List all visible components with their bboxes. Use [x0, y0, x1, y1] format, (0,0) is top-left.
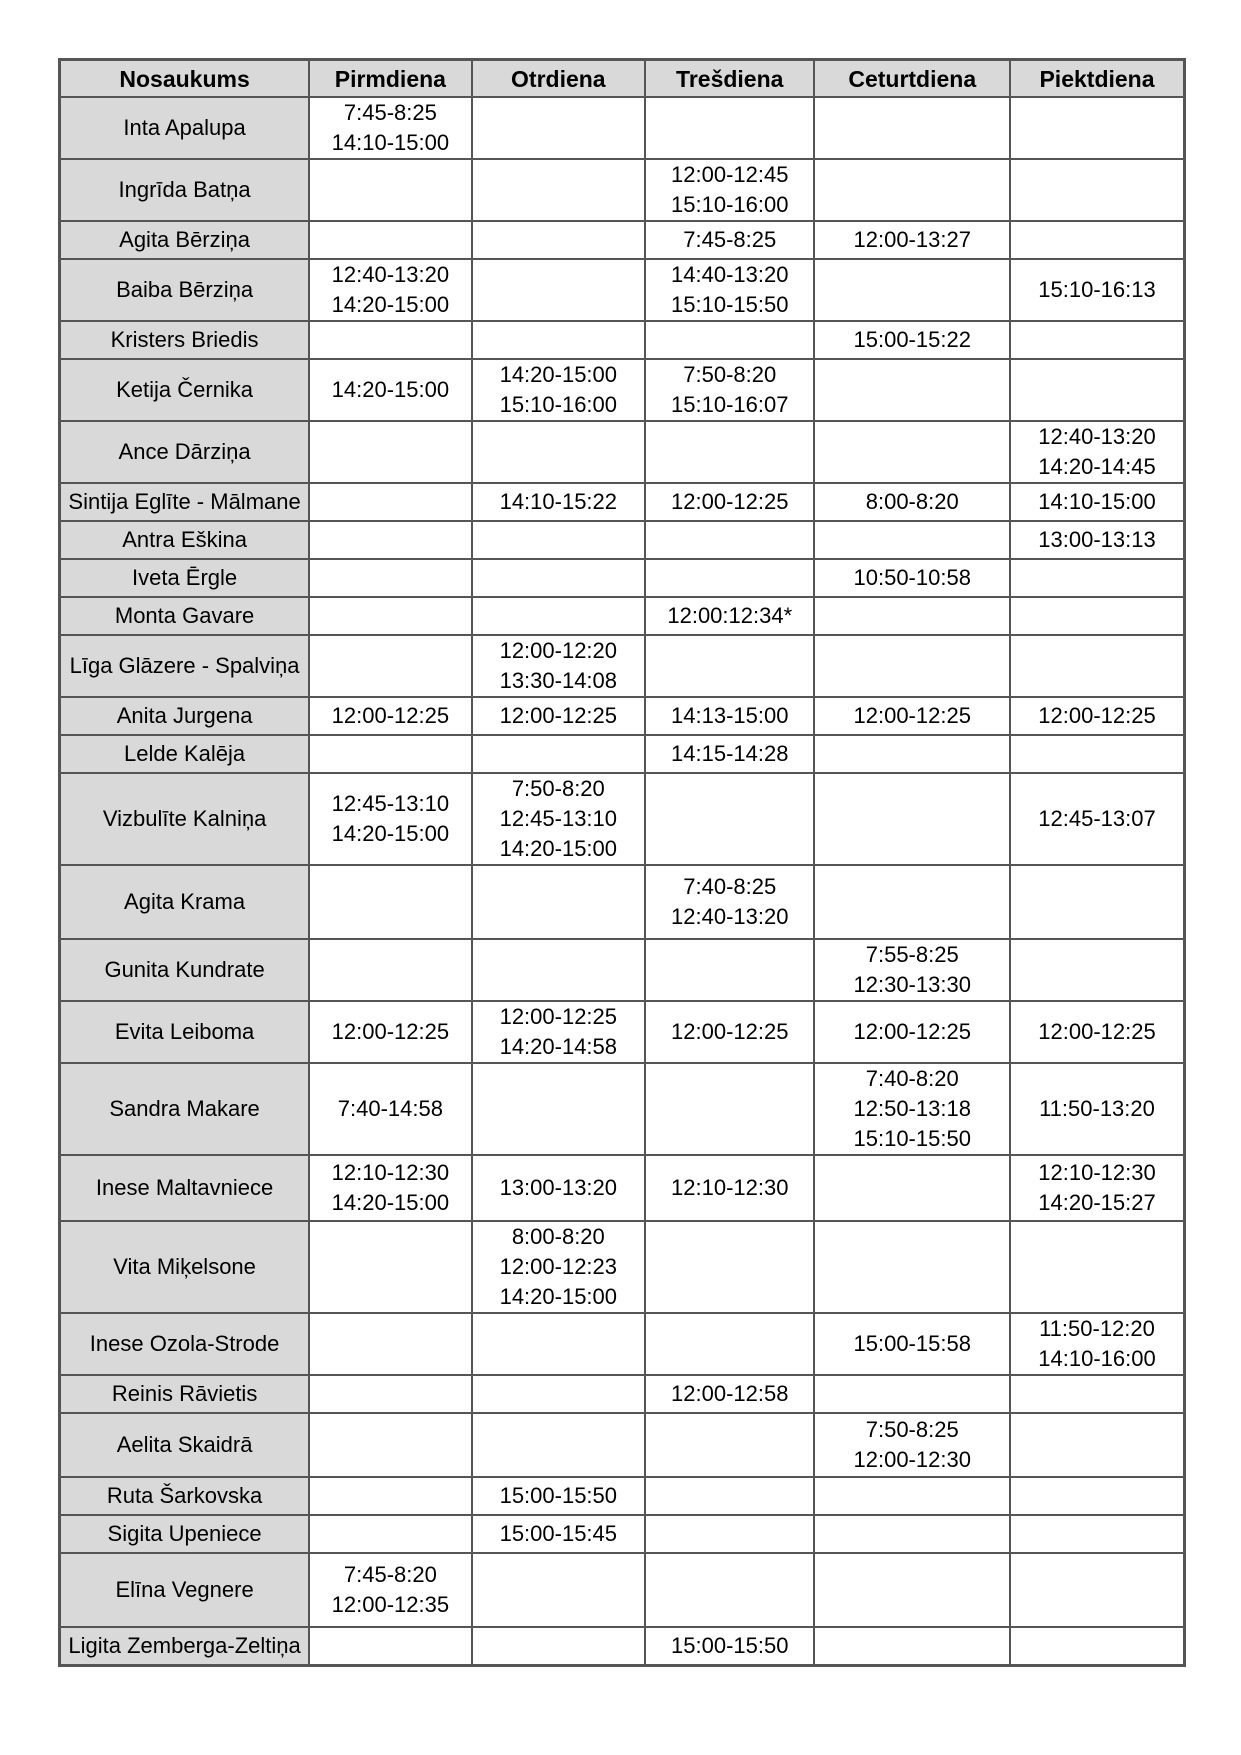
wednesday-time-cell: 12:00-12:25 — [645, 1001, 814, 1063]
tuesday-time-cell — [472, 559, 645, 597]
friday-time-cell — [1010, 597, 1185, 635]
thursday-time-cell: 12:00-12:25 — [814, 697, 1010, 735]
friday-time-cell — [1010, 97, 1185, 159]
teacher-name-cell: Līga Glāzere - Spalviņa — [60, 635, 310, 697]
monday-time-cell — [309, 421, 471, 483]
teacher-name-cell: Monta Gavare — [60, 597, 310, 635]
table-row — [60, 1001, 1185, 1063]
friday-time-cell — [1010, 159, 1185, 221]
thursday-time-cell: 12:00-13:27 — [814, 221, 1010, 259]
friday-time-cell: 13:00-13:13 — [1010, 521, 1185, 559]
wednesday-time-cell — [645, 635, 814, 697]
friday-time-cell — [1010, 321, 1185, 359]
teacher-name-cell: Ingrīda Batņa — [60, 159, 310, 221]
friday-time-cell — [1010, 865, 1185, 939]
table-row — [60, 97, 1185, 159]
thursday-time-cell — [814, 421, 1010, 483]
teacher-name-cell: Gunita Kundrate — [60, 939, 310, 1001]
monday-time-cell — [309, 1375, 471, 1413]
teacher-name-cell: Evita Leiboma — [60, 1001, 310, 1063]
tuesday-time-cell: 12:00-12:25 14:20-14:58 — [472, 1001, 645, 1063]
teacher-name-cell: Agita Bērziņa — [60, 221, 310, 259]
monday-time-cell — [309, 735, 471, 773]
thursday-time-cell — [814, 735, 1010, 773]
teacher-name-cell: Lelde Kalēja — [60, 735, 310, 773]
friday-time-cell: 12:00-12:25 — [1010, 697, 1185, 735]
header-thursday: Ceturtdiena — [814, 60, 1010, 98]
teacher-name-cell: Kristers Briedis — [60, 321, 310, 359]
wednesday-time-cell — [645, 1063, 814, 1155]
tuesday-time-cell — [472, 597, 645, 635]
schedule-body — [60, 97, 1185, 1665]
monday-time-cell — [309, 321, 471, 359]
monday-time-cell: 12:00-12:25 — [309, 1001, 471, 1063]
friday-time-cell: 11:50-12:20 14:10-16:00 — [1010, 1313, 1185, 1375]
tuesday-time-cell — [472, 865, 645, 939]
thursday-time-cell — [814, 597, 1010, 635]
monday-time-cell: 14:20-15:00 — [309, 359, 471, 421]
wednesday-time-cell — [645, 1221, 814, 1313]
friday-time-cell — [1010, 1477, 1185, 1515]
wednesday-time-cell: 15:00-15:50 — [645, 1627, 814, 1665]
table-row — [60, 1063, 1185, 1155]
teacher-name-cell: Vizbulīte Kalniņa — [60, 773, 310, 865]
thursday-time-cell — [814, 159, 1010, 221]
friday-time-cell — [1010, 1413, 1185, 1477]
tuesday-time-cell — [472, 321, 645, 359]
tuesday-time-cell: 15:00-15:45 — [472, 1515, 645, 1553]
wednesday-time-cell — [645, 321, 814, 359]
wednesday-time-cell — [645, 939, 814, 1001]
monday-time-cell — [309, 1627, 471, 1665]
thursday-time-cell: 15:00-15:22 — [814, 321, 1010, 359]
wednesday-time-cell: 12:10-12:30 — [645, 1155, 814, 1221]
friday-time-cell: 15:10-16:13 — [1010, 259, 1185, 321]
wednesday-time-cell — [645, 97, 814, 159]
thursday-time-cell — [814, 1515, 1010, 1553]
teacher-name-cell: Elīna Vegnere — [60, 1553, 310, 1627]
thursday-time-cell — [814, 773, 1010, 865]
thursday-time-cell — [814, 359, 1010, 421]
teacher-name-cell: Sandra Makare — [60, 1063, 310, 1155]
thursday-time-cell: 10:50-10:58 — [814, 559, 1010, 597]
table-row — [60, 1553, 1185, 1627]
tuesday-time-cell — [472, 421, 645, 483]
thursday-time-cell — [814, 1375, 1010, 1413]
monday-time-cell — [309, 1477, 471, 1515]
thursday-time-cell: 7:55-8:25 12:30-13:30 — [814, 939, 1010, 1001]
thursday-time-cell: 15:00-15:58 — [814, 1313, 1010, 1375]
friday-time-cell: 11:50-13:20 — [1010, 1063, 1185, 1155]
thursday-time-cell — [814, 1477, 1010, 1515]
tuesday-time-cell — [472, 521, 645, 559]
table-row — [60, 697, 1185, 735]
wednesday-time-cell: 14:15-14:28 — [645, 735, 814, 773]
table-row — [60, 865, 1185, 939]
monday-time-cell — [309, 635, 471, 697]
header-tuesday: Otrdiena — [472, 60, 645, 98]
thursday-time-cell — [814, 521, 1010, 559]
tuesday-time-cell — [472, 159, 645, 221]
monday-time-cell: 12:45-13:10 14:20-15:00 — [309, 773, 471, 865]
friday-time-cell: 14:10-15:00 — [1010, 483, 1185, 521]
wednesday-time-cell: 12:00-12:45 15:10-16:00 — [645, 159, 814, 221]
monday-time-cell — [309, 865, 471, 939]
monday-time-cell — [309, 1413, 471, 1477]
table-row — [60, 1627, 1185, 1665]
thursday-time-cell — [814, 1553, 1010, 1627]
monday-time-cell: 12:10-12:30 14:20-15:00 — [309, 1155, 471, 1221]
teacher-name-cell: Anita Jurgena — [60, 697, 310, 735]
monday-time-cell — [309, 1313, 471, 1375]
teacher-name-cell: Vita Miķelsone — [60, 1221, 310, 1313]
wednesday-time-cell: 7:40-8:25 12:40-13:20 — [645, 865, 814, 939]
table-row — [60, 559, 1185, 597]
tuesday-time-cell: 13:00-13:20 — [472, 1155, 645, 1221]
friday-time-cell — [1010, 1221, 1185, 1313]
friday-time-cell: 12:00-12:25 — [1010, 1001, 1185, 1063]
teacher-name-cell: Iveta Ērgle — [60, 559, 310, 597]
table-row — [60, 1221, 1185, 1313]
wednesday-time-cell: 14:13-15:00 — [645, 697, 814, 735]
table-row — [60, 773, 1185, 865]
teacher-name-cell: Ance Dārziņa — [60, 421, 310, 483]
table-row — [60, 1375, 1185, 1413]
tuesday-time-cell — [472, 1413, 645, 1477]
teacher-name-cell: Ligita Zemberga-Zeltiņa — [60, 1627, 310, 1665]
tuesday-time-cell — [472, 221, 645, 259]
header-friday: Piektdiena — [1010, 60, 1185, 98]
thursday-time-cell — [814, 635, 1010, 697]
thursday-time-cell — [814, 865, 1010, 939]
friday-time-cell: 12:10-12:30 14:20-15:27 — [1010, 1155, 1185, 1221]
header-monday: Pirmdiena — [309, 60, 471, 98]
table-row — [60, 635, 1185, 697]
table-row — [60, 1515, 1185, 1553]
friday-time-cell — [1010, 1515, 1185, 1553]
tuesday-time-cell — [472, 259, 645, 321]
teacher-name-cell: Inta Apalupa — [60, 97, 310, 159]
table-row — [60, 1313, 1185, 1375]
monday-time-cell — [309, 939, 471, 1001]
wednesday-time-cell — [645, 773, 814, 865]
table-row — [60, 1477, 1185, 1515]
tuesday-time-cell — [472, 735, 645, 773]
friday-time-cell: 12:45-13:07 — [1010, 773, 1185, 865]
monday-time-cell — [309, 521, 471, 559]
table-row — [60, 421, 1185, 483]
wednesday-time-cell: 12:00-12:58 — [645, 1375, 814, 1413]
monday-time-cell — [309, 1515, 471, 1553]
tuesday-time-cell: 14:20-15:00 15:10-16:00 — [472, 359, 645, 421]
table-row — [60, 1155, 1185, 1221]
teacher-name-cell: Baiba Bērziņa — [60, 259, 310, 321]
teacher-name-cell: Ketija Černika — [60, 359, 310, 421]
table-row — [60, 359, 1185, 421]
thursday-time-cell — [814, 97, 1010, 159]
tuesday-time-cell: 7:50-8:20 12:45-13:10 14:20-15:00 — [472, 773, 645, 865]
monday-time-cell — [309, 483, 471, 521]
wednesday-time-cell — [645, 1413, 814, 1477]
thursday-time-cell: 8:00-8:20 — [814, 483, 1010, 521]
thursday-time-cell — [814, 1627, 1010, 1665]
teacher-name-cell: Sigita Upeniece — [60, 1515, 310, 1553]
monday-time-cell — [309, 159, 471, 221]
table-row — [60, 597, 1185, 635]
table-row — [60, 159, 1185, 221]
schedule-table — [58, 58, 1186, 1667]
table-row — [60, 221, 1185, 259]
wednesday-time-cell — [645, 1553, 814, 1627]
header-name: Nosaukums — [60, 60, 310, 98]
teacher-name-cell: Inese Ozola-Strode — [60, 1313, 310, 1375]
wednesday-time-cell: 14:40-13:20 15:10-15:50 — [645, 259, 814, 321]
friday-time-cell — [1010, 939, 1185, 1001]
tuesday-time-cell — [472, 1553, 645, 1627]
tuesday-time-cell — [472, 1375, 645, 1413]
table-row — [60, 483, 1185, 521]
table-row — [60, 735, 1185, 773]
thursday-time-cell: 12:00-12:25 — [814, 1001, 1010, 1063]
monday-time-cell: 7:45-8:25 14:10-15:00 — [309, 97, 471, 159]
monday-time-cell: 7:45-8:20 12:00-12:35 — [309, 1553, 471, 1627]
friday-time-cell — [1010, 359, 1185, 421]
friday-time-cell — [1010, 221, 1185, 259]
table-row — [60, 521, 1185, 559]
friday-time-cell — [1010, 635, 1185, 697]
monday-time-cell — [309, 559, 471, 597]
tuesday-time-cell: 12:00-12:25 — [472, 697, 645, 735]
friday-time-cell — [1010, 1375, 1185, 1413]
tuesday-time-cell — [472, 1313, 645, 1375]
thursday-time-cell — [814, 259, 1010, 321]
tuesday-time-cell: 8:00-8:20 12:00-12:23 14:20-15:00 — [472, 1221, 645, 1313]
teacher-name-cell: Aelita Skaidrā — [60, 1413, 310, 1477]
monday-time-cell — [309, 597, 471, 635]
table-row — [60, 259, 1185, 321]
teacher-name-cell: Antra Eškina — [60, 521, 310, 559]
friday-time-cell: 12:40-13:20 14:20-14:45 — [1010, 421, 1185, 483]
teacher-name-cell: Ruta Šarkovska — [60, 1477, 310, 1515]
wednesday-time-cell — [645, 521, 814, 559]
tuesday-time-cell — [472, 1063, 645, 1155]
header-wednesday: Trešdiena — [645, 60, 814, 98]
header-row — [60, 60, 1185, 98]
wednesday-time-cell — [645, 559, 814, 597]
wednesday-time-cell — [645, 421, 814, 483]
wednesday-time-cell: 7:50-8:20 15:10-16:07 — [645, 359, 814, 421]
tuesday-time-cell: 12:00-12:20 13:30-14:08 — [472, 635, 645, 697]
wednesday-time-cell: 7:45-8:25 — [645, 221, 814, 259]
wednesday-time-cell — [645, 1313, 814, 1375]
tuesday-time-cell — [472, 1627, 645, 1665]
monday-time-cell: 7:40-14:58 — [309, 1063, 471, 1155]
friday-time-cell — [1010, 735, 1185, 773]
teacher-name-cell: Sintija Eglīte - Mālmane — [60, 483, 310, 521]
thursday-time-cell: 7:50-8:25 12:00-12:30 — [814, 1413, 1010, 1477]
thursday-time-cell — [814, 1155, 1010, 1221]
tuesday-time-cell: 15:00-15:50 — [472, 1477, 645, 1515]
friday-time-cell — [1010, 1627, 1185, 1665]
teacher-name-cell: Reinis Rāvietis — [60, 1375, 310, 1413]
monday-time-cell: 12:00-12:25 — [309, 697, 471, 735]
thursday-time-cell — [814, 1221, 1010, 1313]
friday-time-cell — [1010, 559, 1185, 597]
wednesday-time-cell: 12:00:12:34* — [645, 597, 814, 635]
wednesday-time-cell — [645, 1477, 814, 1515]
table-row — [60, 1413, 1185, 1477]
tuesday-time-cell — [472, 939, 645, 1001]
friday-time-cell — [1010, 1553, 1185, 1627]
monday-time-cell — [309, 221, 471, 259]
tuesday-time-cell: 14:10-15:22 — [472, 483, 645, 521]
monday-time-cell — [309, 1221, 471, 1313]
teacher-name-cell: Agita Krama — [60, 865, 310, 939]
wednesday-time-cell — [645, 1515, 814, 1553]
table-row — [60, 939, 1185, 1001]
thursday-time-cell: 7:40-8:20 12:50-13:18 15:10-15:50 — [814, 1063, 1010, 1155]
teacher-name-cell: Inese Maltavniece — [60, 1155, 310, 1221]
monday-time-cell: 12:40-13:20 14:20-15:00 — [309, 259, 471, 321]
table-row — [60, 321, 1185, 359]
tuesday-time-cell — [472, 97, 645, 159]
wednesday-time-cell: 12:00-12:25 — [645, 483, 814, 521]
